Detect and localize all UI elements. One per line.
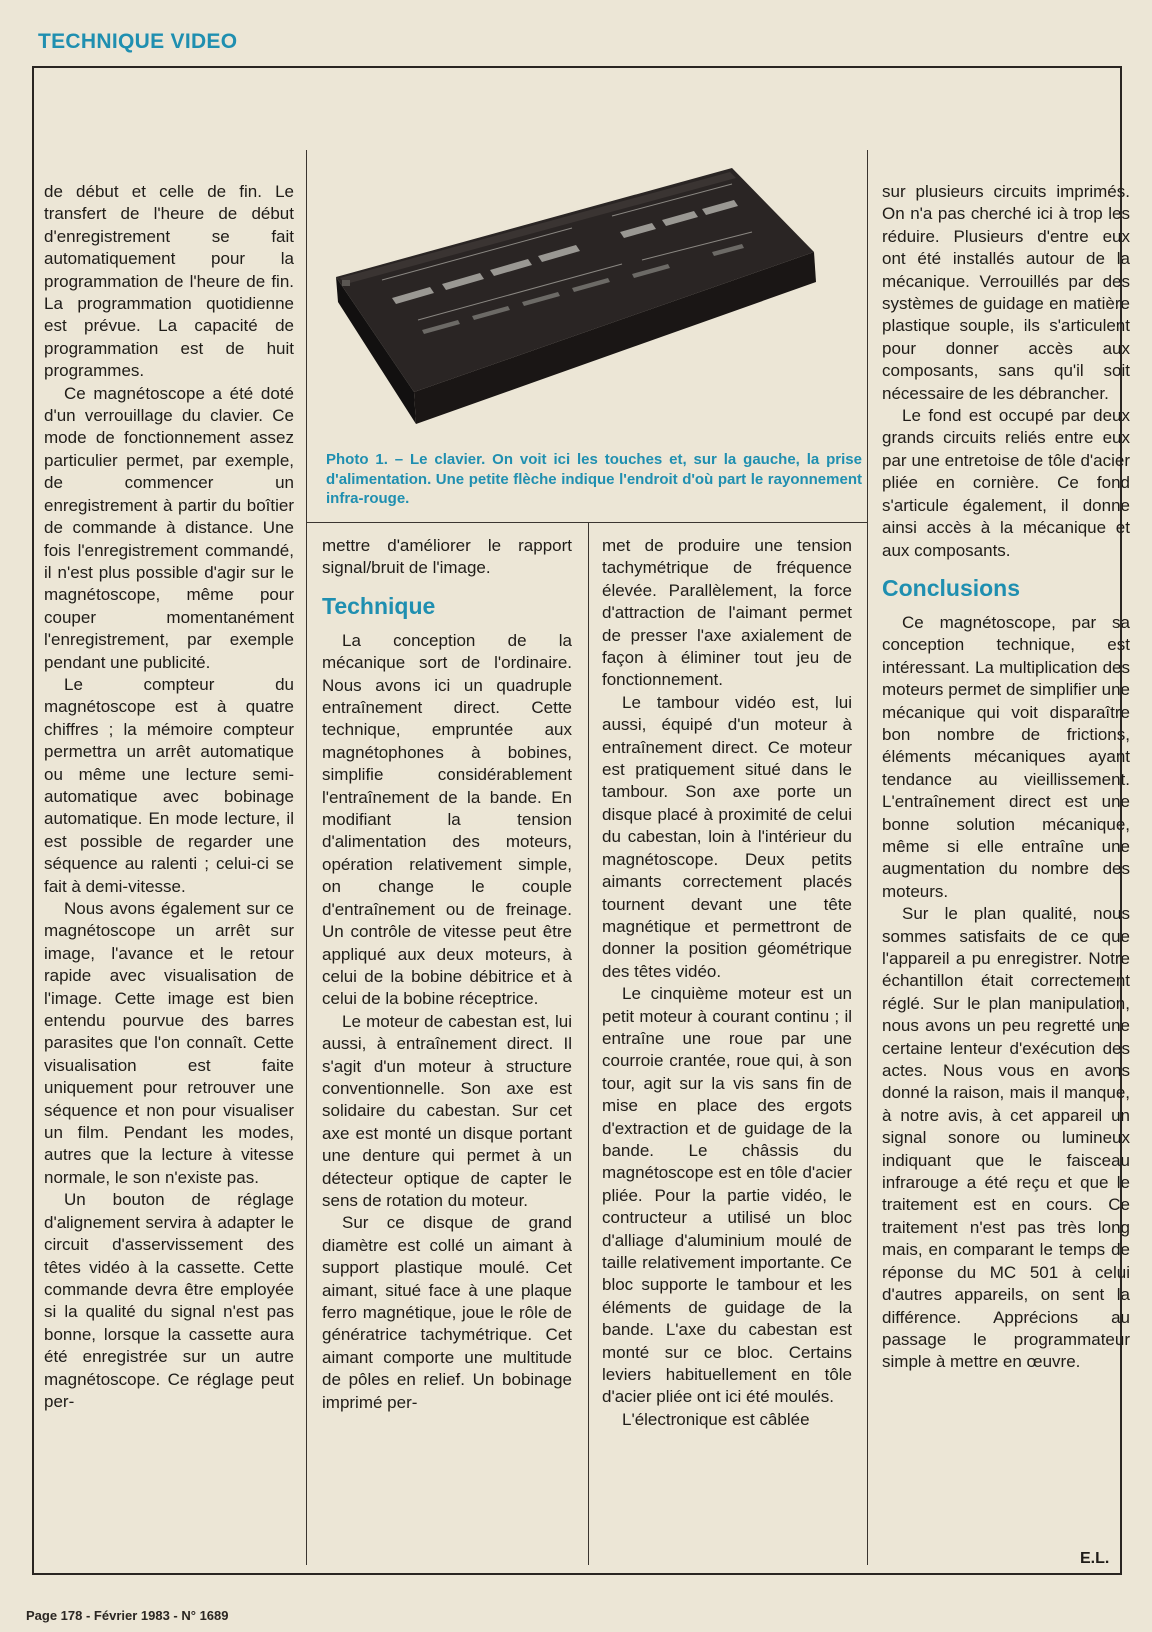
column-rule-middle — [588, 522, 589, 1565]
photo-bottom-rule — [306, 522, 867, 523]
column-rule-right — [867, 150, 868, 1565]
col1-paragraph-4: Nous avons également sur ce magnétoscope un arrêt sur image, l'avance et le retour rapide avec visualisation de l'image. Cette image est bien entendu pourvue des barres parasites que l'on connaît. Cette visualisation est faite uniquement pour retrouver une séquence et non pour visualiser un film. Pendant les modes, autres que la lecture à vitesse normale, le son n'existe pas. — [44, 899, 294, 1187]
heading-conclusions: Conclusions — [882, 574, 1021, 601]
col2-paragraph-4: Sur ce disque de grand diamètre est collé un aimant à support plastique moulé. Cet aimant, situé face à une plaque ferro magnétique, joue le rôle de génératrice tachymétrique. Cet aimant comporte une multitude de pôles en relief. Un bobinage imprimé per- — [322, 1213, 572, 1412]
column-1 — [44, 181, 294, 1413]
heading-technique: Technique — [322, 592, 436, 619]
col1-paragraph-5: Un bouton de réglage d'alignement servira à adapter le circuit d'asservissement des têtes vidéo à la cassette. Cette commande devra être employée si la qualité du signal n'est pas bonne, lorsque la cassette aura été enregistrée sur un autre magnétoscope. Ce réglage peut per- — [44, 1190, 294, 1411]
remote-keyboard-image — [322, 152, 862, 452]
col2-paragraph-3: Le moteur de cabestan est, lui aussi, à entraînement direct. Il s'agit d'un moteur à structure conventionnelle. Son axe est solidaire du cabestan. Sur cet axe est monté un disque portant une denture qui permet à un détecteur optique de capter le sens de rotation du moteur. — [322, 1011, 572, 1210]
photo-caption: Photo 1. – Le clavier. On voit ici les touches et, sur la gauche, la prise d'alimentation. Une petite flèche indique l'endroit d'où part le rayonnement infra-rouge. — [326, 451, 862, 507]
page-footer: Page 178 - Février 1983 - N° 1689 — [26, 1608, 229, 1623]
column-rule-left — [306, 150, 307, 1565]
col4-paragraph-1: sur plusieurs circuits imprimés. On n'a pas cherché ici à trop les réduire. Plusieurs d'entre eux ont été installés autour de la mécanique. Verrouillés par des systèmes de guidage en matière plastique souple, ils s'articulent pour donner accès aux composants, sans qu'il soit nécessaire de les débrancher. — [882, 182, 1130, 403]
column-2 — [322, 535, 572, 1414]
col3-paragraph-2: Le tambour vidéo est, lui aussi, équipé d'un moteur à entraînement direct. Ce moteur est pratiquement situé dans le tambour. Son axe porte un disque placé à proximité de celui du cabestan, loin à l'intérieur du magnétoscope. Deux petits aimants correctement placés tournent devant une tête magnétique et permettront de donner la position géométrique des têtes vidéo. — [602, 692, 852, 981]
col3-paragraph-3: Le cinquième moteur est un petit moteur à courant continu ; il entraîne une roue par une courroie crantée, roue qui, à son tour, agit sur la vis sans fin de mise en place des ergots d'extraction et de guidage de la bande. Le châssis du magnétoscope est en tôle d'acier pliée. Pour la partie vidéo, le contructeur a utilisé un bloc d'alliage d'aluminium moulé de taille relativement importante. Ce bloc supporte le tambour et les éléments de guidage de la bande. L'axe du cabestan est monté sur ce bloc. Certains leviers habituellement en tôle d'acier pliée ont ici été moulés. — [602, 984, 852, 1407]
column-3 — [602, 535, 852, 1431]
column-4 — [882, 181, 1130, 1374]
col1-paragraph-3: Le compteur du magnétoscope est à quatre chiffres ; la mémoire compteur permettra un arrêt automatique ou même une lecture semi-automatique avec bobinage automatique. En mode lecture, il est possible de regarder une séquence au ralenti ; celui-ci se fait à demi-vitesse. — [44, 674, 294, 896]
col1-paragraph-1: de début et celle de fin. Le transfert de l'heure de début d'enregistrement se fait automatiquement pour la programmation de l'heure de fin. La programmation quotidienne est prévue. La capacité de programmation est de huit programmes. — [44, 182, 294, 381]
col2-paragraph-1: mettre d'améliorer le rapport signal/bruit de l'image. — [322, 536, 572, 578]
author-signature: E.L. — [1080, 1550, 1110, 1567]
col3-paragraph-4: L'électronique est câblée — [622, 1409, 810, 1429]
col4-paragraph-4: Sur le plan qualité, nous sommes satisfaits de ce que l'appareil a pu enregistrer. Notre échantillon était correctement réglé. Sur le plan manipulation, nous avons un peu regretté une certaine lenteur d'exécution des actes. Nous vous en avons donné la raison, mais il manque, à notre avis, à cet appareil un signal sonore ou lumineux indiquant que le faisceau infrarouge a été reçu et que le traitement est en cours. Ce traitement n'est pas très long mais, en comparant le temps de réponse du MC 501 à celui d'autres appareils, on sent la différence. Apprécions au passage le programmateur simple à mettre en œuvre. — [882, 904, 1130, 1372]
section-header: TECHNIQUE VIDEO — [38, 30, 238, 53]
col3-paragraph-1: met de produire une tension tachymétrique de fréquence élevée. Parallèlement, la force d'attraction de l'aimant permet de presser l'axe axialement de façon à éliminer tout jeu de fonctionnement. — [602, 536, 852, 690]
keyboard-photo — [322, 152, 862, 452]
col4-paragraph-3: Ce magnétoscope, par sa conception technique, est intéressant. La multiplication des moteurs permet de simplifier une mécanique qui voit disparaître bon nombre de frictions, éléments mécaniques ayant tendance au vieillissement. L'entraînement direct est une bonne solution mécanique, même si elle entraîne une augmentation du nombre des moteurs. — [882, 612, 1130, 901]
col1-paragraph-2: Ce magnétoscope a été doté d'un verrouillage du clavier. Ce mode de fonctionnement assez particulier permet, par exemple, de commencer un enregistrement à partir du boîtier de commande à distance. Une fois l'enregistrement commandé, il n'est plus possible d'agir sur le magnétoscope, même pour couper momentanément l'enregistrement, par exemple pendant une publicité. — [44, 383, 294, 672]
col4-paragraph-2: Le fond est occupé par deux grands circuits reliés entre eux par une entretoise de tôle d'acier pliée en cornière. Ce fond s'articule également, il donne ainsi accès à la mécanique et aux composants. — [882, 406, 1130, 560]
col2-paragraph-2: La conception de la mécanique sort de l'ordinaire. Nous avons ici un quadruple entraînement direct. Cette technique, empruntée aux magnétophones à bobines, simplifie considérablement l'entraînement de la bande. En modifiant la tension d'alimentation des moteurs, opération relativement simple, on change le couple d'entraînement ou de freinage. Un contrôle de vitesse peut être appliqué aux deux moteurs, à celui de la bobine débitrice et à celui de la bobine réceptrice. — [322, 630, 572, 1009]
